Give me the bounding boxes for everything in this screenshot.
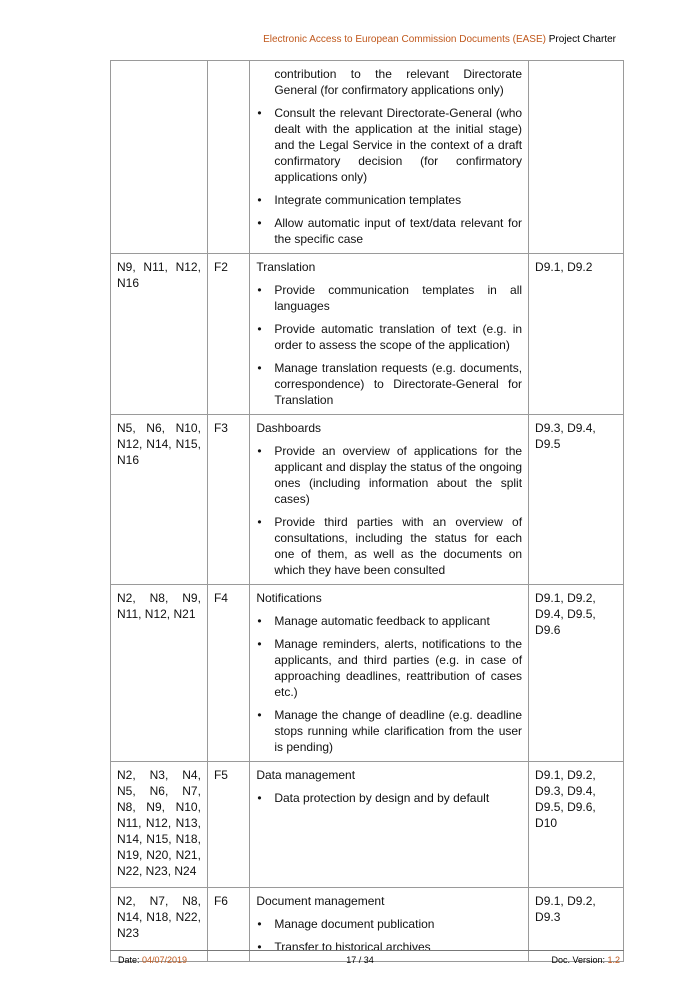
deliverables-cell: D9.3, D9.4, D9.5 xyxy=(529,415,624,585)
bullet-item-text: Integrate communication templates xyxy=(274,193,462,207)
deliverables-cell: D9.1, D9.2 xyxy=(529,254,624,415)
bullet-item-text: Consult the relevant Directorate-General (who dealt with the application at the initial stage) and the Legal Service in the context of a draft confirmatory decision (for confirmatory applications only) xyxy=(274,106,523,184)
list-item xyxy=(256,514,522,578)
needs-cell: N5, N6, N10, N12, N14, N15, N16 xyxy=(111,415,208,585)
needs-cell: N9, N11, N12, N16 xyxy=(111,254,208,415)
functionality-title: Document management xyxy=(256,894,385,908)
header-project-title: Electronic Access to European Commission Documents (EASE) xyxy=(263,34,546,45)
table-row-f2 xyxy=(111,254,624,415)
bullet-item-text: Provide automatic translation of text (e.g. in order to assess the scope of the application) xyxy=(274,322,523,352)
footer-version xyxy=(551,955,620,965)
bullet-icon: • xyxy=(257,106,262,120)
description-cell xyxy=(250,585,529,762)
bullet-icon: • xyxy=(257,515,262,529)
footer-date-value: 04/07/2019 xyxy=(142,955,188,965)
bullet-item-text: Provide an overview of applications for the applicant and display the status of the ongoing ones (including information about the split cases) xyxy=(274,444,523,506)
bullet-item-text: contribution to the relevant Directorate General (for confirmatory applications only) xyxy=(274,67,523,97)
bullet-item-text: Allow automatic input of text/data relevant for the specific case xyxy=(274,216,523,246)
footer-date-label: Date: xyxy=(118,955,143,965)
bullet-icon: • xyxy=(257,283,262,297)
list-item xyxy=(256,636,522,700)
bullet-item-text: Manage document publication xyxy=(274,917,435,931)
functionality-title: Notifications xyxy=(256,591,322,605)
description-cell xyxy=(250,254,529,415)
bullet-icon: • xyxy=(257,216,262,230)
list-item xyxy=(256,192,522,208)
bullet-icon: • xyxy=(257,361,262,375)
deliverables-cell: D9.1, D9.2, D9.3, D9.4, D9.5, D9.6, D10 xyxy=(529,762,624,888)
id-cell: F2 xyxy=(207,254,249,415)
description-cell xyxy=(250,61,529,254)
list-item xyxy=(256,66,522,98)
list-item xyxy=(256,790,522,806)
bullet-item-text: Manage automatic feedback to applicant xyxy=(274,614,490,628)
bullet-item-text: Manage translation requests (e.g. documents, correspondence) to Directorate-General for Translation xyxy=(274,361,523,407)
list-item xyxy=(256,215,522,247)
bullet-icon: • xyxy=(257,637,262,651)
functionality-title: Data management xyxy=(256,768,356,782)
bullet-icon: • xyxy=(257,322,262,336)
description-cell xyxy=(250,762,529,888)
table-row-f4 xyxy=(111,585,624,762)
bullet-item-text: Manage the change of deadline (e.g. deadline stops running while clarification from the user is pending) xyxy=(274,708,523,754)
id-cell: F6 xyxy=(207,888,249,962)
bullet-icon: • xyxy=(257,940,262,954)
bullet-item-text: Manage reminders, alerts, notifications to the applicants, and third parties (e.g. in case of approaching deadlines, reattribution of cases etc.) xyxy=(274,637,523,699)
bullet-item-text: Provide communication templates in all languages xyxy=(274,283,523,313)
list-item xyxy=(256,613,522,629)
list-item xyxy=(256,707,522,755)
bullet-icon: • xyxy=(257,917,262,931)
footer-version-label: Doc. Version: xyxy=(551,955,608,965)
bullet-item-text: Transfer to historical archives xyxy=(274,940,431,954)
list-item xyxy=(256,443,522,507)
functionalities-table xyxy=(110,60,624,962)
deliverables-cell: D9.1, D9.2, D9.4, D9.5, D9.6 xyxy=(529,585,624,762)
bullet-item-text: Provide third parties with an overview of consultations, including the status for each one of them, as well as the documents on which they have been consulted xyxy=(274,515,523,577)
list-item xyxy=(256,939,522,955)
bullet-item-text: Data protection by design and by default xyxy=(274,791,490,805)
table-row-f5 xyxy=(111,762,624,888)
bullet-icon: • xyxy=(257,791,262,805)
footer-divider xyxy=(110,950,624,951)
bullet-icon: • xyxy=(257,193,262,207)
functionality-title: Translation xyxy=(256,260,316,274)
list-item xyxy=(256,916,522,932)
deliverables-cell xyxy=(529,61,624,254)
footer-date xyxy=(118,955,187,965)
header-doc-type: Project Charter xyxy=(548,34,616,45)
list-item xyxy=(256,282,522,314)
needs-cell: N2, N7, N8, N14, N18, N22, N23 xyxy=(111,888,208,962)
needs-cell: N2, N3, N4, N5, N6, N7, N8, N9, N10, N11, N12, N13, N14, N15, N18, N19, N20, N21, N22, N23, N24 xyxy=(111,762,208,888)
functionality-title: Dashboards xyxy=(256,421,322,435)
table-row-f3 xyxy=(111,415,624,585)
needs-cell: N2, N8, N9, N11, N12, N21 xyxy=(111,585,208,762)
id-cell: F3 xyxy=(207,415,249,585)
bullet-icon: • xyxy=(257,614,262,628)
id-cell xyxy=(207,61,249,254)
id-cell: F5 xyxy=(207,762,249,888)
list-item xyxy=(256,321,522,353)
list-item xyxy=(256,360,522,408)
id-cell: F4 xyxy=(207,585,249,762)
deliverables-cell: D9.1, D9.2, D9.3 xyxy=(529,888,624,962)
footer-page-number: 17 / 34 xyxy=(346,955,374,965)
bullet-icon: • xyxy=(257,708,262,722)
document-header xyxy=(263,34,616,45)
bullet-icon: • xyxy=(257,444,262,458)
table-row-continued xyxy=(111,61,624,254)
description-cell xyxy=(250,415,529,585)
footer-version-value: 1.2 xyxy=(607,955,620,965)
needs-cell xyxy=(111,61,208,254)
list-item xyxy=(256,105,522,185)
